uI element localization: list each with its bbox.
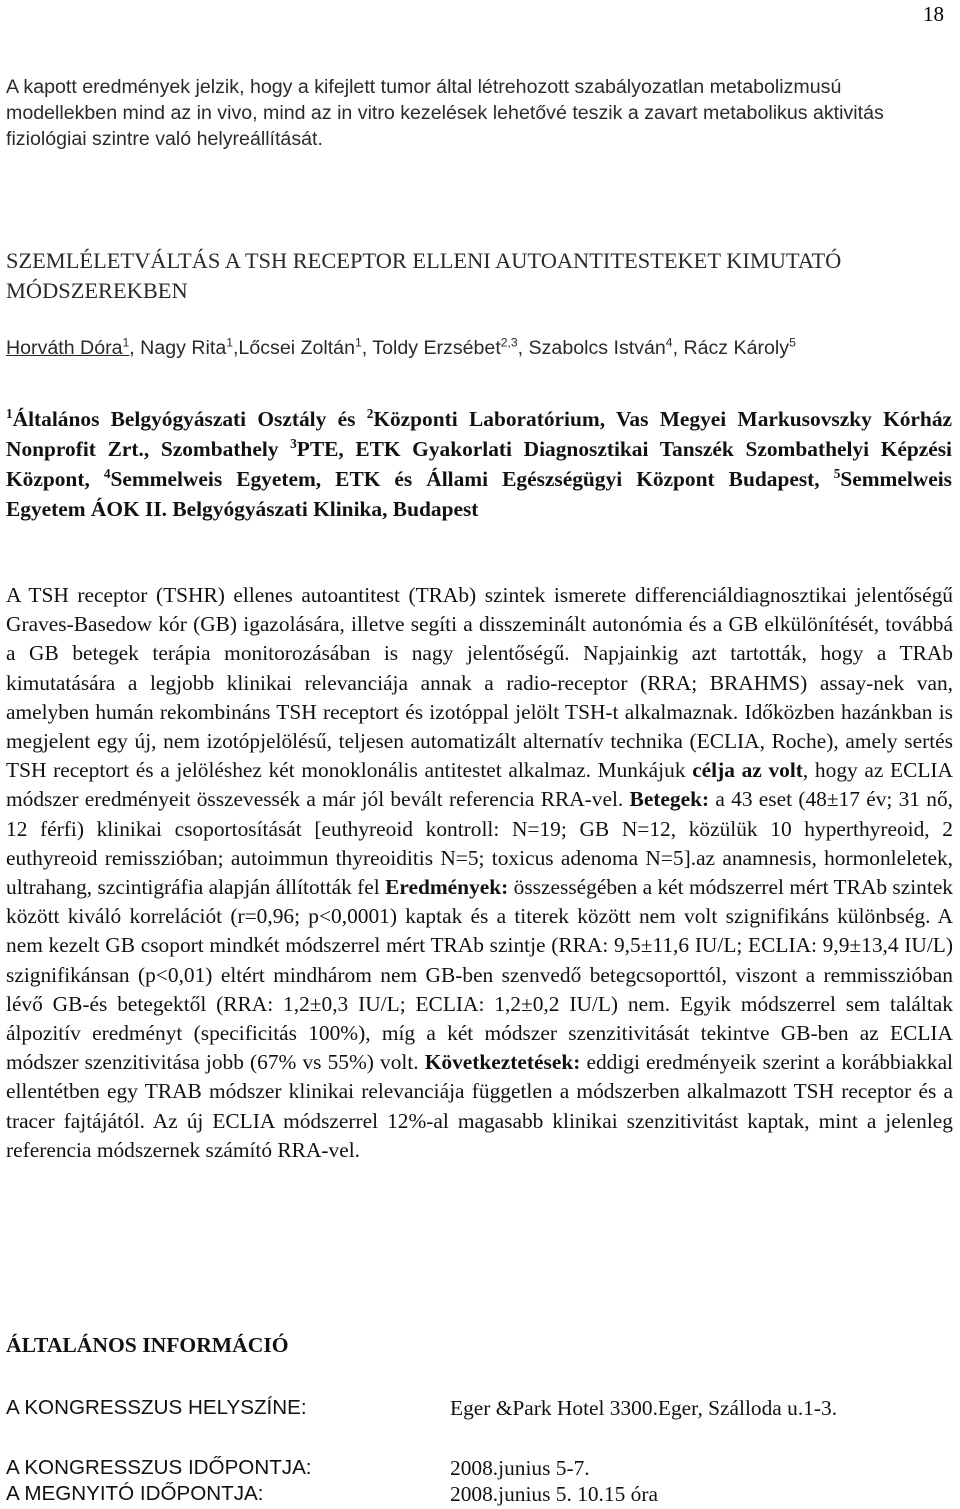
general-info-heading: ÁLTALÁNOS INFORMÁCIÓ (6, 1333, 289, 1357)
patients-heading: Betegek: (629, 787, 710, 812)
aim-heading: célja az volt (692, 758, 803, 783)
info-value: 2008.junius 5. 10.15 óra (450, 1482, 658, 1506)
intro-paragraph: A kapott eredmények jelzik, hogy a kifejlett tumor által létrehozott szabályozatlan metabolizmusú modellekben mind az in vivo, mind az in vitro kezelések lehetővé teszik a zavart metabolikus aktivitás fiziológiai szintre való helyreállítását. (6, 76, 884, 150)
page-number: 18 (923, 2, 944, 26)
affiliations: $^1$Általános Belgyógyászati Osztály és $^2$Központi Laboratórium, Vas Megyei Markusovszky Kórház Nonprofit Zrt., Szombathely $^3$PTE, ETK Gyakorlati Diagnosztikai Tanszék Szombathelyi Képzési Központ, $^4$Semmelweis Egyetem, ETK és Állami Egészségügyi Központ Budapest, $^5$Semmelweis Egyetem ÁOK II. Belgyógyászati Klinika, Budapest (6, 405, 953, 521)
info-value: Eger &Park Hotel 3300.Eger, Szálloda u.1-3. (450, 1396, 838, 1420)
abstract-body: A TSH receptor (TSHR) ellenes autoantitest (TRAb) szintek ismerete differenciáldiagnosztikai jelentőségű Graves-Basedow kór (GB) igazolására, illetve segíti a disszeminált autonómia és a GB elkülönítését, továbbá a GB betegek terápia monitorozásában is nagy jelentőségű. Napjainkig azt tartották, hogy a TRAb kimutatására a legjobb klinikai relevanciája annak a radio-receptor (RRA; BRAHMS) assay-nek van, amelyben humán rekombináns TSH receptort és izotóppal jelölt TSH-t alkalmaznak. Időközben hazánkban is megjelent egy új, nem izotópjelölésű, teljesen automatizált alternatív technika (ECLIA, Roche), amely sertés TSH receptort és a jelöléshez két monoklonális antitestet alkalmaz. Munkájuk célja az volt, hogy az ECLIA módszer eredményeit összevessék a már jól bevált referencia RRA-vel. Betegek: a 43 eset (48±17 év; 31 nő, 12 férfi) klinikai csoportosítását [euthyreoid kontroll: N=19; GB N=12, közülük 10 hyperthyreoid, 2 euthyreoid remisszióban; autoimmun thyreoiditis N=5; toxicus adenoma N=5].az anamnesis, hormonleletek, ultrahang, szcintigráfia alapján állították fel Eredmények: összességében a két módszerrel mért TRAb szintek között kiváló korrelációt (r=0,96; p<0,0001) kaptak és a titerek között nem volt szignifikáns különbség. A nem kezelt GB csoport mindkét módszerrel mért TRAb szintje (RRA: 9,5±11,6 IU/L; ECLIA: 9,9±13,4 IU/L) szignifikánsan (p<0,01) eltért mindhárom nem GB-ben szenvedő betegcsoporttól, viszont a remmisszióban lévő GB-és betegektől (RRA: 1,2±0,3 IU/L; ECLIA: 1,2±0,2 IU/L) nem. Egyik módszerrel sem találtak álpozitív eredményt (specificitás 100%), míg a két módszer szenzitivitását tekintve GB-ben az ECLIA módszer szenzitivitása jobb (67% vs 55%) volt. Következtetések: eddigi eredményeik szerint a korábbiakkal ellentétben egy TRAB módszer klinikai relevanciája független a módszerben alkalmazott TSH receptor és a tracer fajtájától. Az új ECLIA módszerrel 12%-al magasabb klinikai szenzitivitást kaptak, mint a jelenleg referencia módszernek számító RRA-vel. (6, 583, 954, 1162)
info-label: A KONGRESSZUS IDŐPONTJA: (6, 1456, 312, 1479)
results-heading: Eredmények: (385, 875, 509, 900)
author-list: Horváth Dóra$^1$, Nagy Rita$^1$,Lőcsei Zoltán$^1$, Toldy Erzsébet$^{2,3}$, Szabolcs István$^4$, Rácz Károly$^5$ (6, 335, 796, 359)
presenting-author: Horváth Dóra$^1$ (6, 335, 130, 359)
article-title: SZEMLÉLETVÁLTÁS A TSH RECEPTOR ELLENI AUTOANTITESTEKET KIMUTATÓ MÓDSZEREKBEN (6, 248, 842, 303)
conclusions-heading: Következtetések: (424, 1050, 581, 1075)
info-label: A MEGNYITÓ IDŐPONTJA: (6, 1482, 264, 1505)
info-value: 2008.junius 5-7. (450, 1456, 590, 1480)
info-label: A KONGRESSZUS HELYSZÍNE: (6, 1396, 307, 1419)
